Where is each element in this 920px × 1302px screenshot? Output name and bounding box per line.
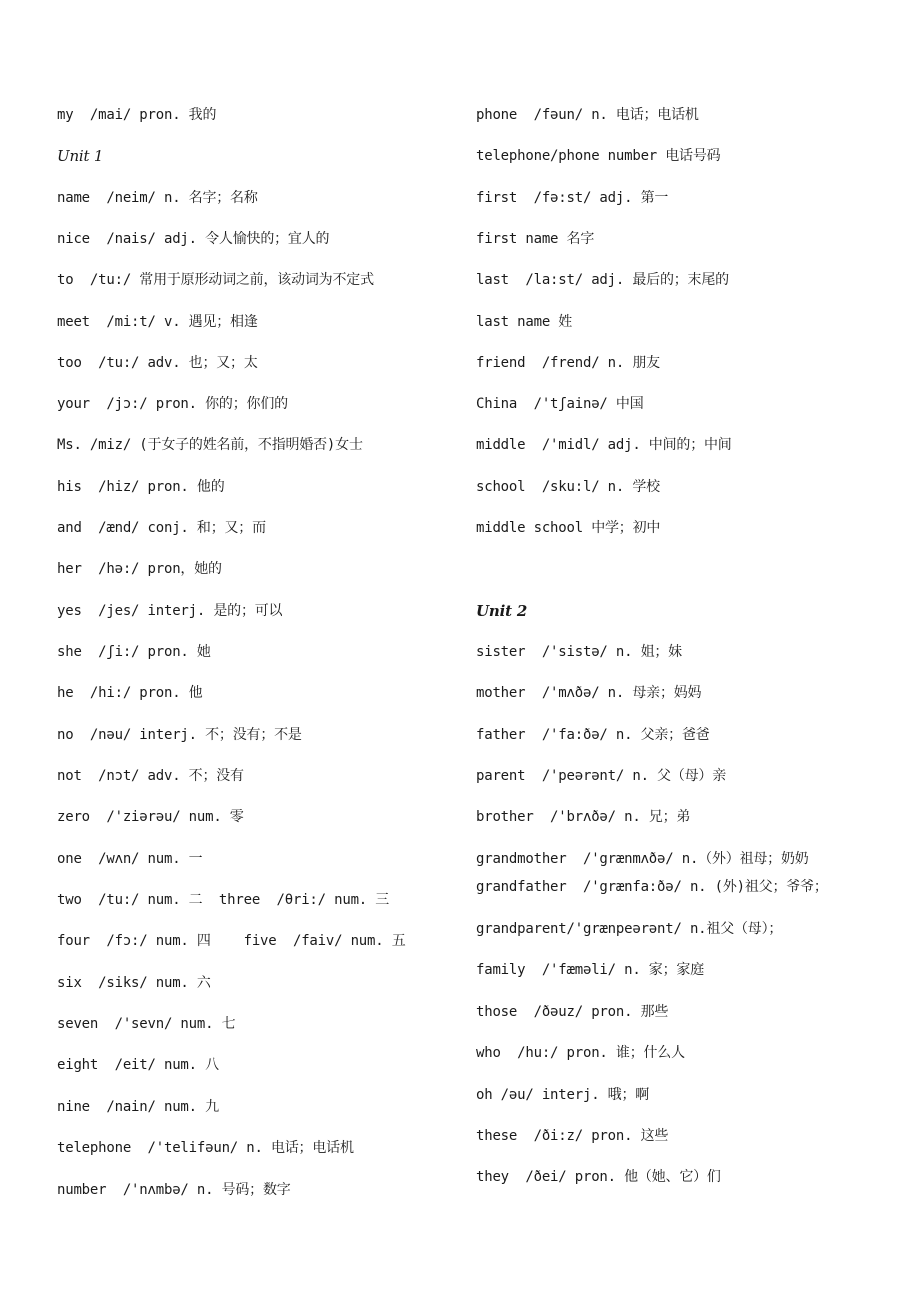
vocab-entry: middle /'midl/ adj. 中间的；中间	[476, 437, 732, 453]
vocab-entry: sister /'sistə/ n. 姐；妹	[476, 644, 682, 660]
vocab-entry: telephone/phone number 电话号码	[476, 148, 721, 164]
unit-heading: Unit 2	[476, 602, 528, 620]
vocab-entry: Ms. /miz/ (于女子的姓名前，不指明婚否)女士	[57, 437, 363, 453]
vocab-entry: father /'fa:ðə/ n. 父亲；爸爸	[476, 727, 710, 743]
vocab-entry: she /ʃi:/ pron. 她	[57, 644, 211, 660]
vocab-entry: seven /'sevn/ num. 七	[57, 1016, 236, 1032]
vocab-entry: last name 姓	[476, 314, 573, 330]
vocab-entry: too /tu:/ adv. 也；又；太	[57, 355, 258, 371]
vocab-entry: no /nəu/ interj. 不；没有；不是	[57, 727, 302, 743]
vocab-entry: school /sku:l/ n. 学校	[476, 479, 660, 495]
vocab-entry: first /fə:st/ adj. 第一	[476, 190, 669, 206]
vocab-entry: middle school 中学；初中	[476, 520, 661, 536]
vocab-entry: grandmother /'grænmʌðə/ n.（外）祖母；奶奶	[476, 851, 809, 867]
vocab-entry: grandparent/'grænpeərənt/ n.祖父（母）；	[476, 921, 783, 937]
vocab-entry: yes /jes/ interj. 是的；可以	[57, 603, 283, 619]
vocab-entry: phone /fəun/ n. 电话；电话机	[476, 107, 699, 123]
vocab-entry: last /la:st/ adj. 最后的；末尾的	[476, 272, 729, 288]
vocab-entry: her /hə:/ pron，她的	[57, 561, 222, 577]
vocab-entry: oh /əu/ interj. 哦；啊	[476, 1087, 650, 1103]
vocab-entry: who /hu:/ pron. 谁；什么人	[476, 1045, 685, 1061]
vocab-entry: China /'tʃainə/ 中国	[476, 396, 644, 412]
unit-heading: Unit 1	[57, 147, 104, 165]
vocab-entry: these /ði:z/ pron. 这些	[476, 1128, 669, 1144]
vocab-entry: one /wʌn/ num. 一	[57, 851, 203, 867]
vocab-entry: first name 名字	[476, 231, 595, 247]
vocab-entry: my /mai/ pron. 我的	[57, 107, 217, 123]
vocab-entry: they /ðei/ pron. 他（她、它）们	[476, 1169, 721, 1185]
vocab-entry: eight /eit/ num. 八	[57, 1057, 219, 1073]
vocab-entry: zero /'ziərəu/ num. 零	[57, 809, 244, 825]
vocab-entry: grandfather /'grænfa:ðə/ n. (外)祖父；爷爷；	[476, 879, 828, 895]
vocab-entry: four /fɔ:/ num. 四 five /faiv/ num. 五	[57, 933, 406, 949]
vocab-entry: friend /frend/ n. 朋友	[476, 355, 660, 371]
vocab-entry: his /hiz/ pron. 他的	[57, 479, 225, 495]
vocab-entry: brother /'brʌðə/ n. 兄；弟	[476, 809, 691, 825]
vocab-entry: mother /'mʌðə/ n. 母亲；妈妈	[476, 685, 702, 701]
vocab-entry: parent /'peərənt/ n. 父（母）亲	[476, 768, 727, 784]
vocab-entry: name /neim/ n. 名字；名称	[57, 190, 258, 206]
vocab-entry: nine /nain/ num. 九	[57, 1099, 219, 1115]
vocab-entry: nice /nais/ adj. 令人愉快的；宜人的	[57, 231, 330, 247]
vocab-entry: two /tu:/ num. 二 three /θri:/ num. 三	[57, 892, 390, 908]
vocab-entry: he /hi:/ pron. 他	[57, 685, 203, 701]
vocab-entry: those /ðəuz/ pron. 那些	[476, 1004, 669, 1020]
vocab-entry: and /ænd/ conj. 和；又；而	[57, 520, 266, 536]
vocab-entry: your /jɔ:/ pron. 你的；你们的	[57, 396, 288, 412]
vocab-entry: meet /mi:t/ v. 遇见；相逢	[57, 314, 258, 330]
vocab-entry: six /siks/ num. 六	[57, 975, 211, 991]
vocab-entry: not /nɔt/ adv. 不；没有	[57, 768, 244, 784]
vocab-entry: family /'fæməli/ n. 家；家庭	[476, 962, 705, 978]
vocab-entry: to /tu:/ 常用于原形动词之前，该动词为不定式	[57, 272, 374, 288]
vocab-entry: telephone /'telifəun/ n. 电话；电话机	[57, 1140, 354, 1156]
vocab-entry: number /'nʌmbə/ n. 号码；数字	[57, 1182, 291, 1198]
